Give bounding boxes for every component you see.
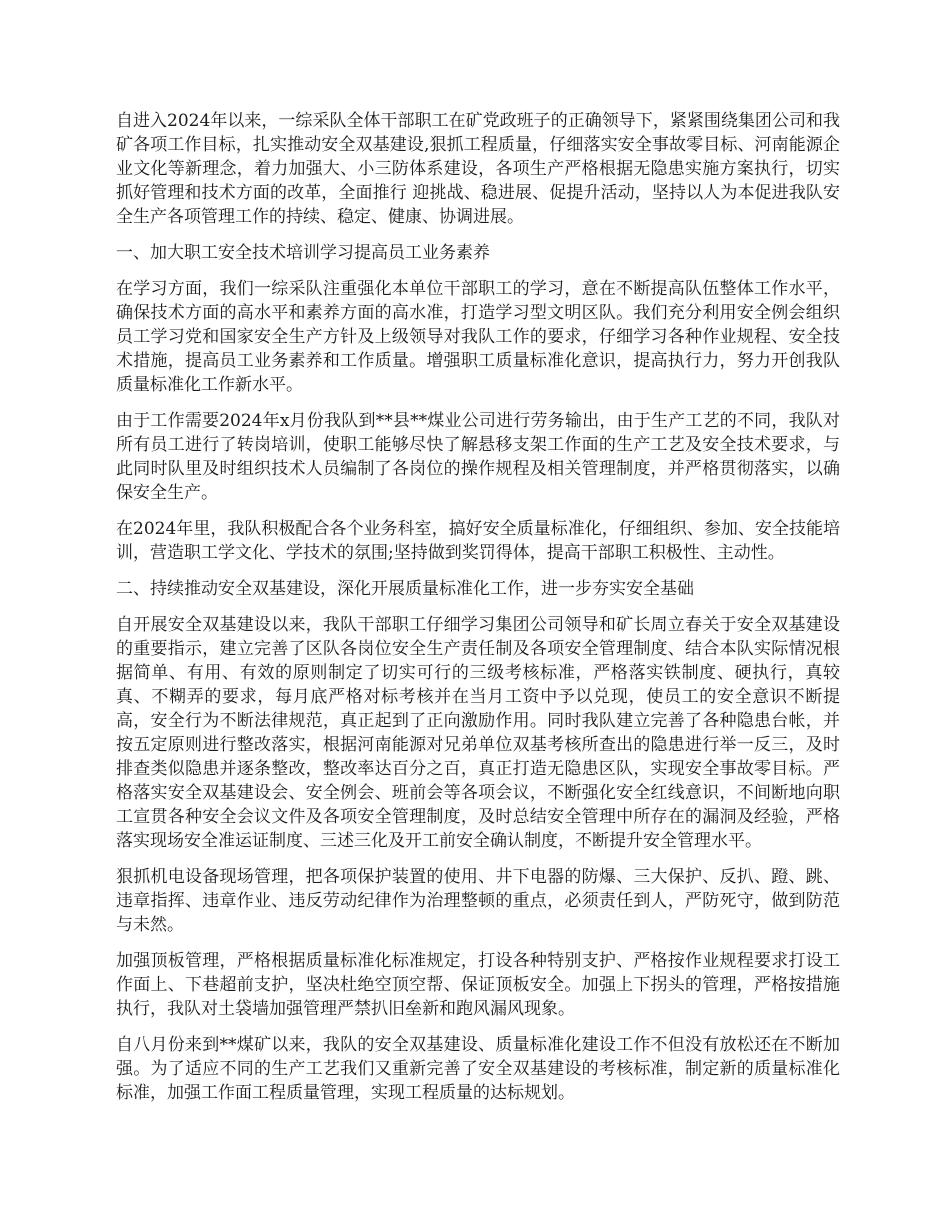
body-paragraph: 在2024年里，我队积极配合各个业务科室，搞好安全质量标准化，仔细组织、参加、安全技能培训，营造职工学文化、学技术的氛围;坚持做到奖罚得体，提高干部职工积极性、主动性。	[116, 519, 840, 563]
section-heading-1: 一、加大职工安全技术培训学习提高员工业务素养	[116, 243, 490, 263]
body-paragraph: 在学习方面，我们一综采队注重强化本单位干部职工的学习，意在不断提高队伍整体工作水平，确保技术方面的高水平和素养方面的高水准，打造学习型文明区队。我们充分利用安全例会组织员工学习党和国家安全生产方针及上级领导对我队工作的要求，仔细学习各种作业规程、安全技术措施，提高员工业务素养和工作质量。增强职工质量标准化意识，提高执行力，努力开创我队质量标准化工作新水平。	[116, 279, 840, 395]
body-paragraph: 自八月份来到**煤矿以来，我队的安全双基建设、质量标准化建设工作不但没有放松还在不断加强。为了适应不同的生产工艺我们又重新完善了安全双基建设的考核标准，制定新的质量标准化标准，加强工作面工程质量管理，实现工程质量的达标规划。	[116, 1035, 840, 1103]
body-paragraph: 狠抓机电设备现场管理，把各项保护装置的使用、井下电器的防爆、三大保护、反扒、蹬、跳、违章指挥、违章作业、违反劳动纪律作为治理整顿的重点，必须责任到人，严防死守，做到防范与未然。	[116, 867, 840, 935]
body-paragraph: 自开展安全双基建设以来，我队干部职工仔细学习集团公司领导和矿长周立春关于安全双基建设的重要指示，建立完善了区队各岗位安全生产责任制及各项安全管理制度、结合本队实际情况根据简单、有用、有效的原则制定了切实可行的三级考核标准，严格落实铁制度、硬执行，真较真、不糊弄的要求，每月底严格对标考核并在当月工资中予以兑现，使员工的安全意识不断提高，安全行为不断法律规范，真正起到了正向激励作用。同时我队建立完善了各种隐患台帐，并按五定原则进行整改落实，根据河南能源对兄弟单位双基考核所查出的隐患进行举一反三，及时排查类似隐患并逐条整改，整改率达百分之百，真正打造无隐患区队，实现安全事故零目标。严格落实安全双基建设会、安全例会、班前会等各项会议，不断强化安全红线意识，不间断地向职工宣贯各种安全会议文件及各项安全管理制度，及时总结安全管理中所存在的漏洞及经验，严格落实现场安全准运证制度、三述三化及开工前安全确认制度，不断提升安全管理水平。	[116, 615, 840, 851]
intro-paragraph: 自进入2024年以来，一综采队全体干部职工在矿党政班子的正确领导下，紧紧围绕集团公司和我矿各项工作目标，扎实推动安全双基建设,狠抓工程质量，仔细落实安全事故零目标、河南能源企业文化等新理念，着力加强大、小三防体系建设，各项生产严格根据无隐患实施方案执行，切实抓好管理和技术方面的改革，全面推行 迎挑战、稳进展、促提升活动，坚持以人为本促进我队安全生产各项管理工作的持续、稳定、健康、协调进展。	[116, 111, 840, 227]
document-body	[116, 109, 840, 1117]
body-paragraph: 由于工作需要2024年x月份我队到**县**煤业公司进行劳务输出，由于生产工艺的不同，我队对所有员工进行了转岗培训，使职工能够尽快了解悬移支架工作面的生产工艺及安全技术要求，与此同时队里及时组织技术人员编制了各岗位的操作规程及相关管理制度，并严格贯彻落实，以确保安全生产。	[116, 411, 840, 503]
body-paragraph: 加强顶板管理，严格根据质量标准化标准规定，打设各种特别支护、严格按作业规程要求打设工作面上、下巷超前支护，坚决杜绝空顶空帮、保证顶板安全。加强上下拐头的管理，严格按措施执行，我队对土袋墙加强管理严禁扒旧垒新和跑风漏风现象。	[116, 951, 840, 1019]
section-heading-2: 二、持续推动安全双基建设，深化开展质量标准化工作，进一步夯实安全基础	[116, 579, 694, 599]
